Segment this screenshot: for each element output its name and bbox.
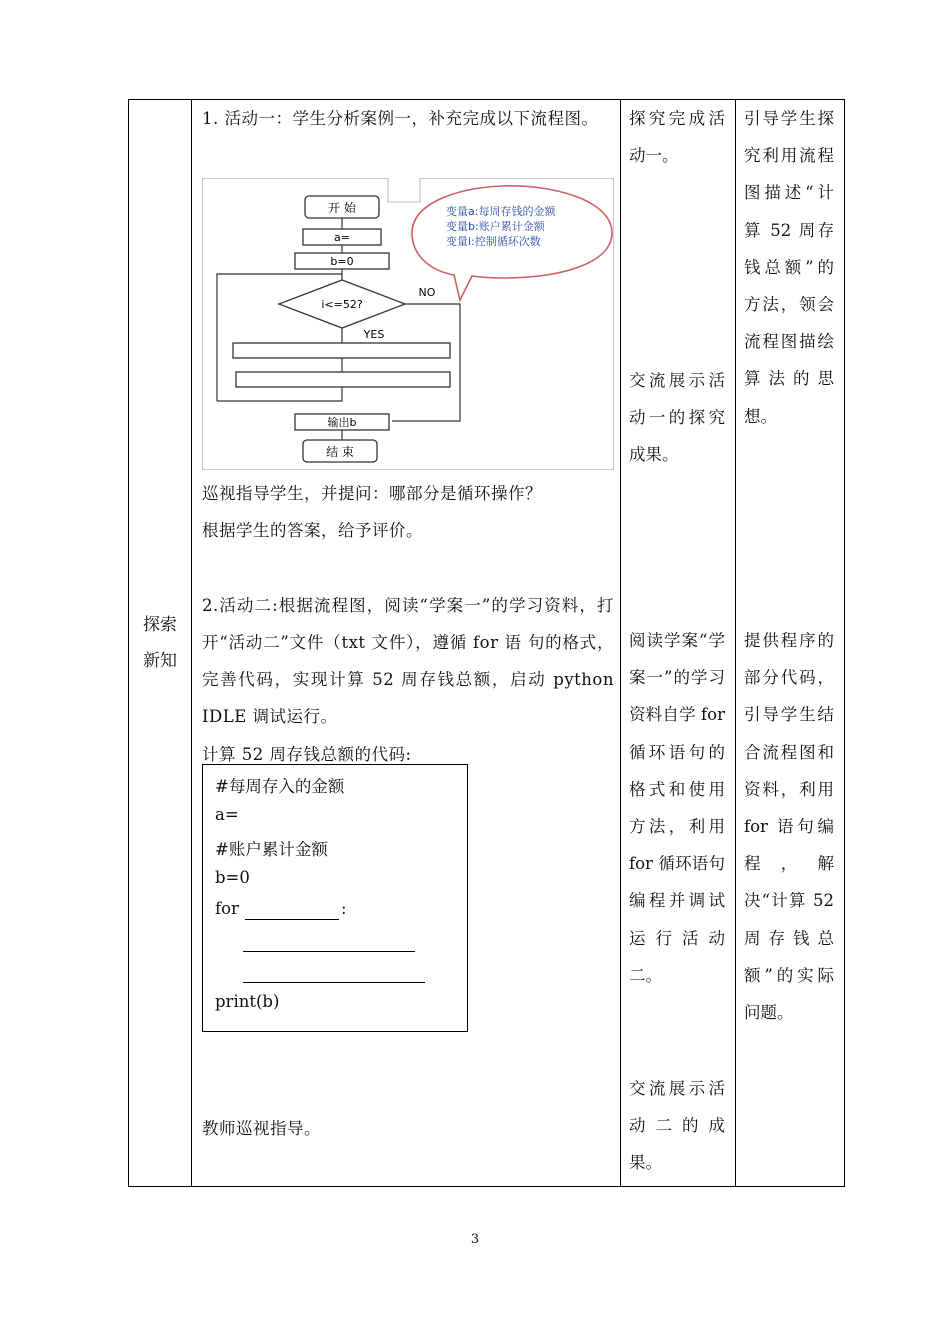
code-body-blank-2 <box>243 982 425 983</box>
code-for-blank <box>245 919 339 920</box>
teacher-note: 教师巡视指导。 <box>202 1119 321 1138</box>
section-label-line: 新知 <box>143 651 177 671</box>
table-row <box>129 100 845 1187</box>
flow-no-label: NO <box>418 286 436 299</box>
lesson-plan-table <box>128 99 845 1187</box>
flow-blank-step-2 <box>236 372 450 387</box>
intent-block-1: 引导学生探究利用流程图描述“计算 52 周存钱总额”的方法，领会流程图描绘算法的思想。 <box>744 109 834 426</box>
flow-end-text: 结 束 <box>326 445 354 459</box>
code-box <box>202 764 468 1032</box>
flow-b-text: b=0 <box>330 255 354 268</box>
callout-line-i: 变量i:控制循环次数 <box>446 235 541 248</box>
figure-corner-box <box>388 178 420 202</box>
activity1-title: 1. 活动一：学生分析案例一，补充完成以下流程图。 <box>202 109 599 128</box>
guide-question: 巡视指导学生，并提问：哪部分是循环操作？ <box>202 484 542 503</box>
section-label <box>129 607 191 679</box>
flowchart-figure <box>202 178 614 470</box>
flow-decision-text: i<=52? <box>321 298 363 311</box>
section-label-cell <box>129 100 192 1187</box>
code-b-assign: b=0 <box>215 868 250 887</box>
callout-line-b: 变量b:账户累计金额 <box>446 220 545 233</box>
flow-start-text: 开 始 <box>328 201 356 215</box>
guide-evaluation: 根据学生的答案，给予评价。 <box>202 521 423 540</box>
flow-blank-step-1 <box>233 343 450 358</box>
student-block-1: 探究完成活动一。 <box>629 109 725 166</box>
intent-block-2: 提供程序的部分代码，引导学生结合流程图和资料，利用 for 语句编程，解决“计算 52 周存钱总额”的实际问题。 <box>744 631 834 1023</box>
code-print: print(b) <box>215 992 280 1011</box>
code-comment-weekly: #每周存入的金额 <box>215 777 345 796</box>
code-comment-account: #账户累计金额 <box>215 840 328 859</box>
code-for-keyword: for <box>215 899 239 918</box>
student-block-4: 交流展示活动二的成果。 <box>629 1079 725 1173</box>
flow-yes-label: YES <box>363 328 385 341</box>
callout-line-a: 变量a:每周存钱的金额 <box>446 205 556 218</box>
code-caption: 计算 52 周存钱总额的代码: <box>202 745 412 764</box>
flow-output-text: 输出b <box>327 416 357 429</box>
section-label-line: 探索 <box>143 615 177 635</box>
design-intent-cell <box>736 100 845 1187</box>
student-activity-cell <box>621 100 736 1187</box>
student-block-3: 阅读学案“学案一”的学习资料自学 for 循环语句的格式和使用方法，利用 for 循环语句编程并调试运行活动二。 <box>629 631 725 985</box>
code-for-colon: : <box>341 899 347 918</box>
teacher-activity-cell <box>192 100 621 1187</box>
code-a-assign: a= <box>215 805 239 824</box>
flow-a-text: a= <box>334 231 350 244</box>
page-number: 3 <box>470 1232 480 1247</box>
activity2-text: 2.活动二:根据流程图，阅读“学案一”的学习资料，打开“活动二”文件（txt 文件），遵循 for 语 句的格式，完善代码，实现计算 52 周存钱总额，启动 python IDLE 调试运行。 <box>202 596 614 726</box>
student-block-2: 交流展示活动一的探究成果。 <box>629 371 725 465</box>
code-body-blank-1 <box>243 951 415 952</box>
